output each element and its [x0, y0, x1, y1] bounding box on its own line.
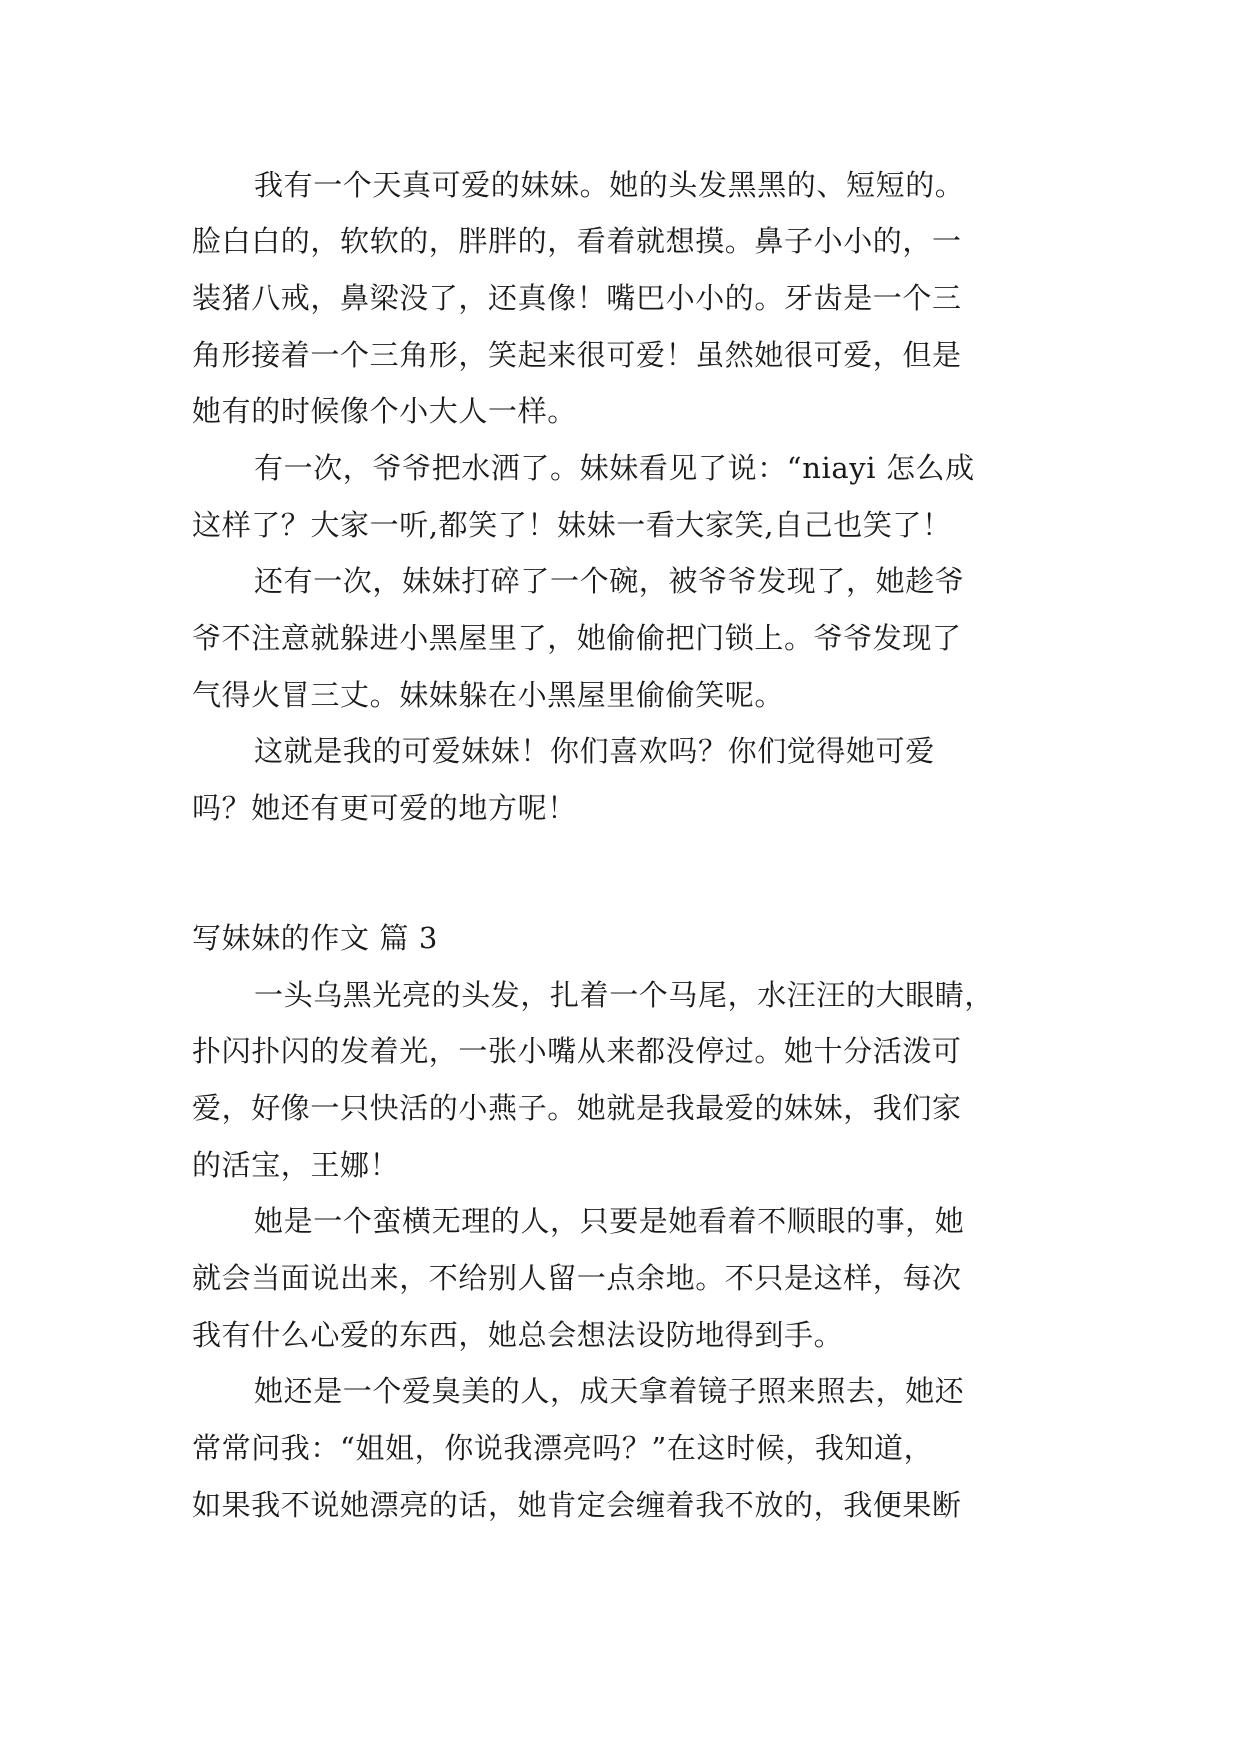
text-line: 她还是一个爱臭美的人，成天拿着镜子照来照去，她还 — [254, 1374, 965, 1408]
text-line: 这样了？大家一听,都笑了！妹妹一看大家笑,自己也笑了！ — [192, 508, 952, 542]
text-line: 扑闪扑闪的发着光，一张小嘴从来都没停过。她十分活泼可 — [192, 1034, 962, 1068]
text-line: 装猪八戒，鼻梁没了，还真像！嘴巴小小的。牙齿是一个三 — [192, 281, 962, 315]
text-line: 脸白白的，软软的，胖胖的，看着就想摸。鼻子小小的，一 — [192, 224, 962, 258]
text-line: 一头乌黑光亮的头发，扎着一个马尾，水汪汪的大眼睛， — [254, 978, 995, 1012]
text-line: 还有一次，妹妹打碎了一个碗，被爷爷发现了，她趁爷 — [254, 564, 965, 598]
text-line: 我有什么心爱的东西，她总会想法设防地得到手。 — [192, 1318, 844, 1352]
text-line: 吗？她还有更可爱的地方呢！ — [192, 791, 577, 825]
text-line: 气得火冒三丈。妹妹躲在小黑屋里偷偷笑呢。 — [192, 678, 785, 712]
text-line: 这就是我的可爱妹妹！你们喜欢吗？你们觉得她可爱 — [254, 734, 935, 768]
text-line: 有一次，爷爷把水洒了。妹妹看见了说：“niayi 怎么成 — [254, 451, 975, 485]
text-line: 角形接着一个三角形，笑起来很可爱！虽然她很可爱，但是 — [192, 338, 962, 372]
section-title: 写妹妹的作文 篇 3 — [192, 921, 438, 955]
text-line: 常常问我：“姐姐，你说我漂亮吗？”在这时候，我知道， — [192, 1431, 934, 1465]
text-line: 如果我不说她漂亮的话，她肯定会缠着我不放的，我便果断 — [192, 1488, 962, 1522]
text-line: 就会当面说出来，不给别人留一点余地。不只是这样，每次 — [192, 1261, 962, 1295]
text-line: 她有的时候像个小大人一样。 — [192, 394, 577, 428]
text-line: 我有一个天真可爱的妹妹。她的头发黑黑的、短短的。 — [254, 168, 965, 202]
text-line: 她是一个蛮横无理的人，只要是她看着不顺眼的事，她 — [254, 1204, 965, 1238]
text-line: 爱，好像一只快活的小燕子。她就是我最爱的妹妹，我们家 — [192, 1091, 962, 1125]
text-line: 爷不注意就躲进小黑屋里了，她偷偷把门锁上。爷爷发现了 — [192, 621, 962, 655]
text-line: 的活宝，王娜！ — [192, 1148, 400, 1182]
